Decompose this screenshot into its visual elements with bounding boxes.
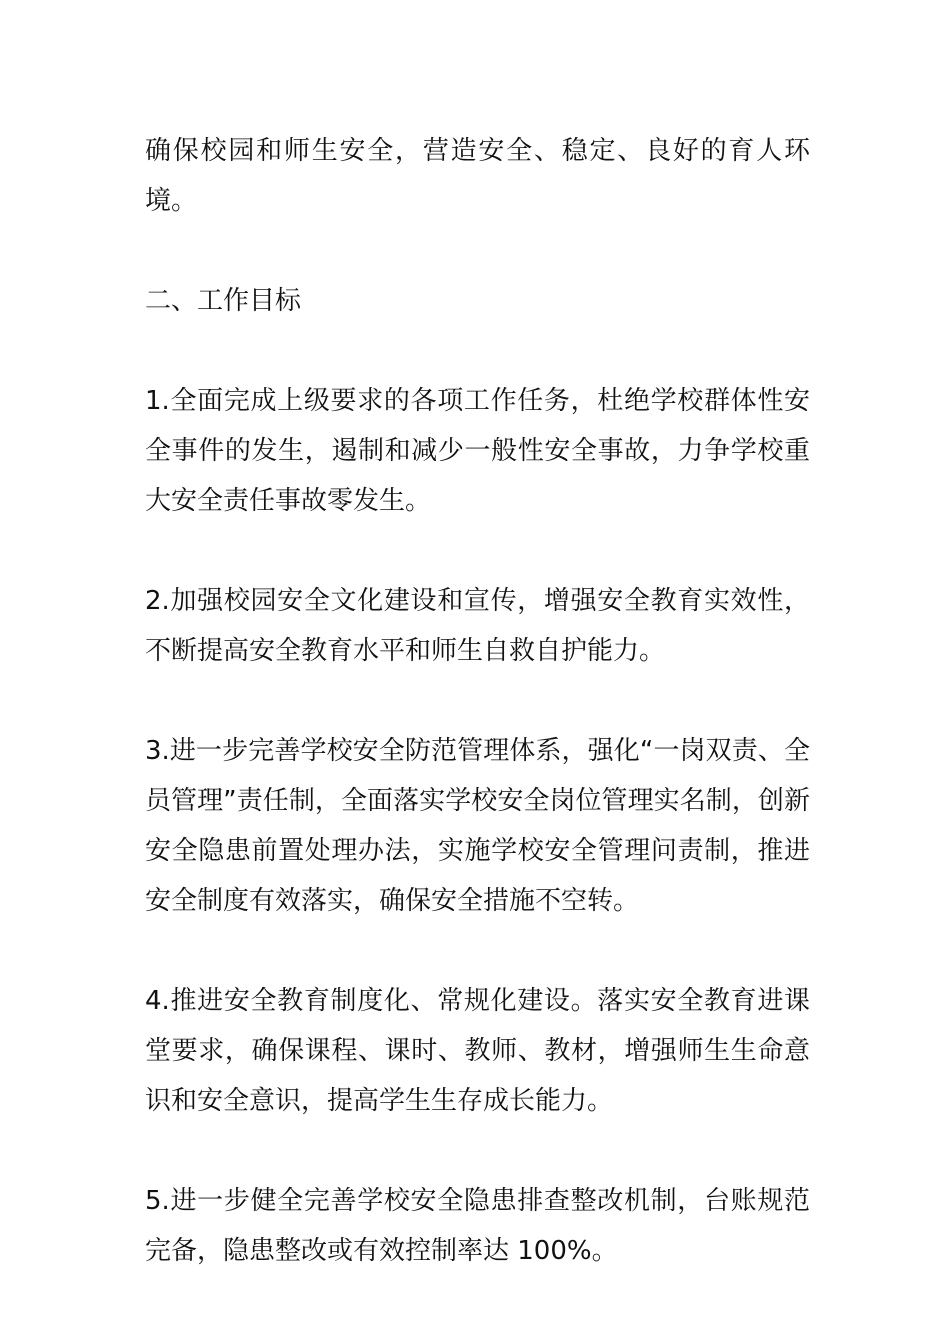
goal-item-3: 3.进一步完善学校安全防范管理体系，强化“一岗双责、全员管理”责任制，全面落实学校安全岗位管理实名制，创新安全隐患前置处理办法，实施学校安全管理问责制，推进安全制度有效落实，确保安全措施不空转。 [145,736,810,916]
goal-item-1: 1.全面完成上级要求的各项工作任务，杜绝学校群体性安全事件的发生，遏制和减少一般性安全事故，力争学校重大安全责任事故零发生。 [145,386,810,516]
intro-paragraph: 确保校园和师生安全，营造安全、稳定、良好的育人环境。 [145,136,810,216]
section-heading-work-goals: 二、工作目标 [145,286,302,316]
goal-item-5: 5.进一步健全完善学校安全隐患排查整改机制，台账规范完备，隐患整改或有效控制率达 100%。 [145,1186,810,1266]
document-body [145,126,810,1276]
goal-item-2: 2.加强校园安全文化建设和宣传，增强安全教育实效性，不断提高安全教育水平和师生自救自护能力。 [145,586,810,666]
goal-item-4: 4.推进安全教育制度化、常规化建设。落实安全教育进课堂要求，确保课程、课时、教师、教材，增强师生生命意识和安全意识，提高学生生存成长能力。 [145,986,810,1116]
